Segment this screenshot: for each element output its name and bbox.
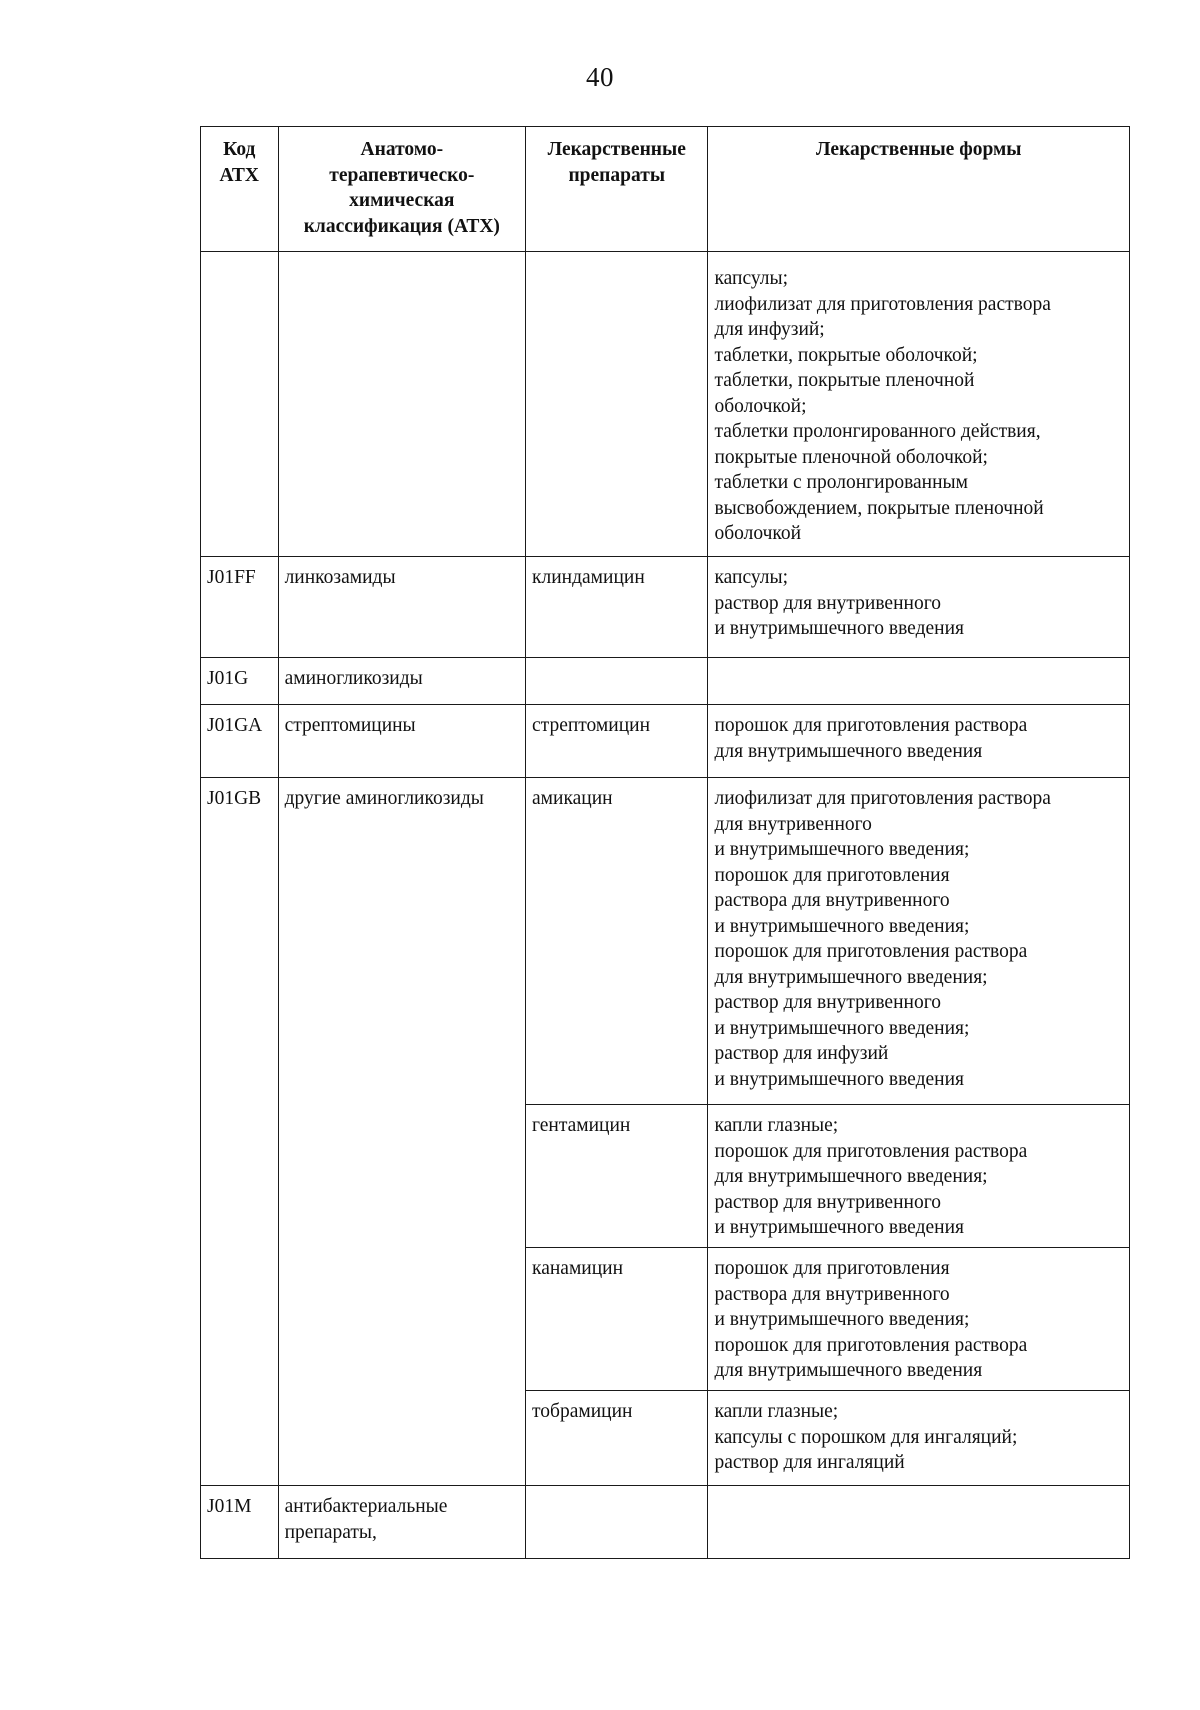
- cell-forms: порошок для приготовления раствора для внутримышечного введения: [708, 705, 1130, 778]
- cell-classification: антибактериальные препараты,: [278, 1486, 525, 1559]
- table-row: [201, 557, 1130, 658]
- cell-forms: [708, 1486, 1130, 1559]
- cell-classification: другие аминогликозиды: [278, 778, 525, 1105]
- header-classification: Анатомо- терапевтическо- химическая классификация (АТХ): [278, 127, 525, 252]
- table-row: [201, 252, 1130, 557]
- cell-forms: капли глазные; порошок для приготовления раствора для внутримышечного введения; раствор для внутривенного и внутримышечного введения: [708, 1105, 1130, 1248]
- cell-code: J01GA: [201, 705, 279, 778]
- table-row: [201, 1486, 1130, 1559]
- table-header-row: [201, 127, 1130, 252]
- cell-classification: [278, 252, 525, 557]
- cell-drug: [526, 252, 708, 557]
- cell-forms: порошок для приготовления раствора для внутривенного и внутримышечного введения; порошок для приготовления раствора для внутримышечного введения: [708, 1248, 1130, 1391]
- cell-forms: лиофилизат для приготовления раствора для внутривенного и внутримышечного введения; порошок для приготовления раствора для внутривенного и внутримышечного введения; порошок для приготовления раствора для внутримышечного введения; раствор для внутривенного и внутримышечного введения; раствор для инфузий и внутримышечного введения: [708, 778, 1130, 1105]
- cell-drug: амикацин: [526, 778, 708, 1105]
- cell-code: [201, 1248, 279, 1391]
- cell-classification: аминогликозиды: [278, 658, 525, 705]
- cell-code: [201, 1105, 279, 1248]
- table-row: [201, 1105, 1130, 1248]
- cell-drug: гентамицин: [526, 1105, 708, 1248]
- cell-classification: [278, 1391, 525, 1486]
- header-forms: Лекарственные формы: [708, 127, 1130, 252]
- cell-classification: [278, 1105, 525, 1248]
- cell-classification: стрептомицины: [278, 705, 525, 778]
- cell-code: J01GB: [201, 778, 279, 1105]
- cell-forms: капли глазные; капсулы с порошком для ингаляций; раствор для ингаляций: [708, 1391, 1130, 1486]
- cell-drug: стрептомицин: [526, 705, 708, 778]
- page-number: 40: [586, 62, 614, 92]
- cell-code: [201, 252, 279, 557]
- cell-drug: канамицин: [526, 1248, 708, 1391]
- table-row: [201, 705, 1130, 778]
- table-row: [201, 1391, 1130, 1486]
- cell-drug: клиндамицин: [526, 557, 708, 658]
- cell-classification: [278, 1248, 525, 1391]
- cell-classification: линкозамиды: [278, 557, 525, 658]
- header-drugs: Лекарственные препараты: [526, 127, 708, 252]
- cell-drug: [526, 658, 708, 705]
- table-row: [201, 1248, 1130, 1391]
- cell-code: [201, 1391, 279, 1486]
- cell-forms: [708, 658, 1130, 705]
- cell-code: J01FF: [201, 557, 279, 658]
- header-code: Код АТХ: [201, 127, 279, 252]
- table-row: [201, 778, 1130, 1105]
- cell-code: J01G: [201, 658, 279, 705]
- cell-drug: тобрамицин: [526, 1391, 708, 1486]
- table-row: [201, 658, 1130, 705]
- cell-forms: капсулы; лиофилизат для приготовления раствора для инфузий; таблетки, покрытые оболочкой; таблетки, покрытые пленочной оболочкой; таблетки пролонгированного действия, покрытые пленочной оболочкой; таблетки с пролонгированным высвобождением, покрытые пленочной оболочкой: [708, 252, 1130, 557]
- atx-table: [200, 126, 1130, 1559]
- cell-drug: [526, 1486, 708, 1559]
- cell-forms: капсулы; раствор для внутривенного и внутримышечного введения: [708, 557, 1130, 658]
- cell-code: J01M: [201, 1486, 279, 1559]
